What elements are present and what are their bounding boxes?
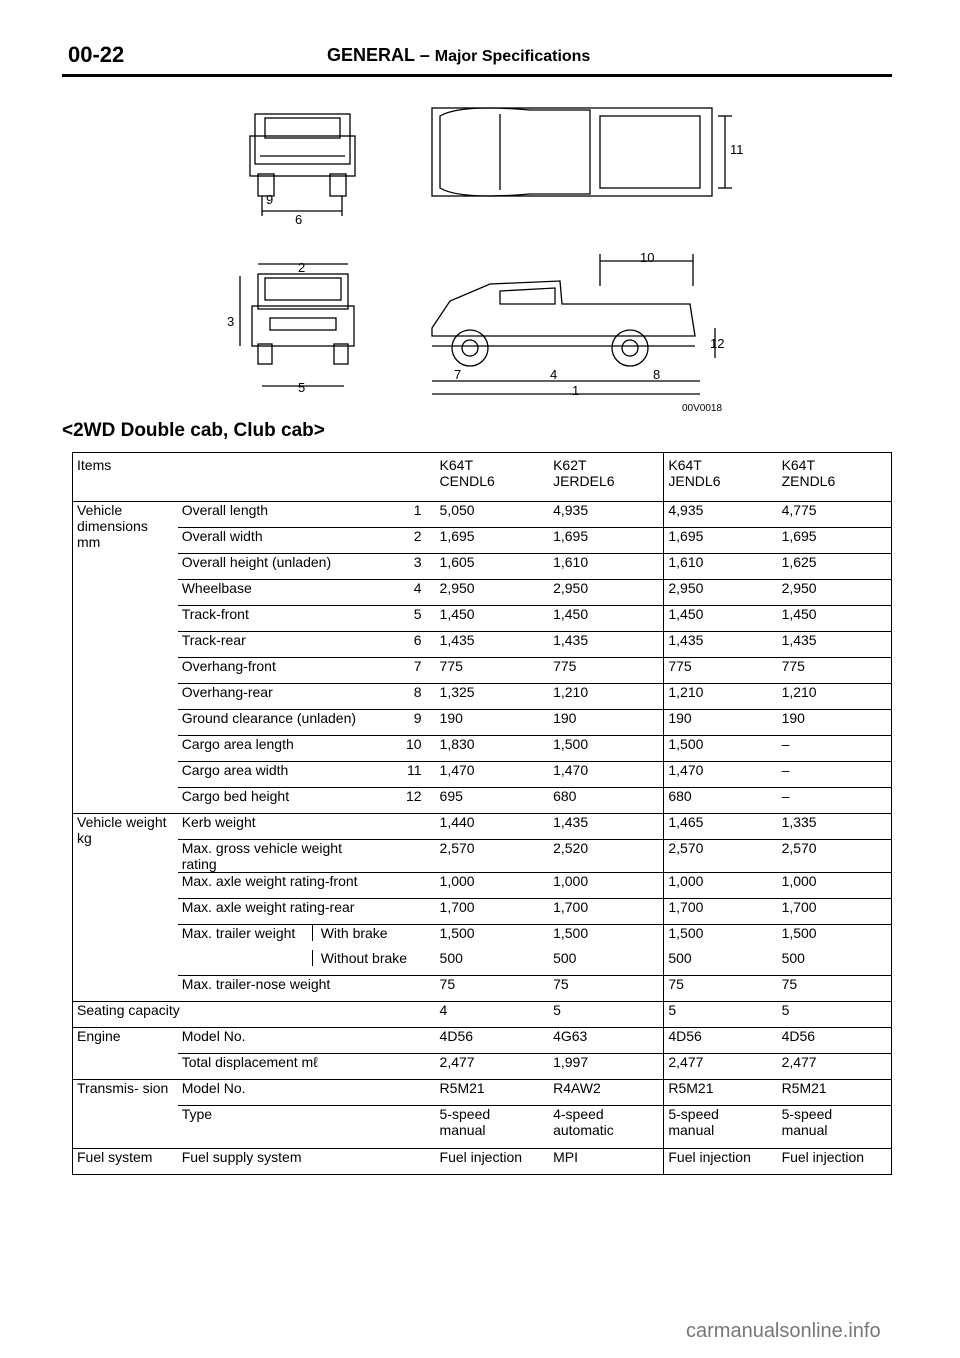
type-line1: 5-speed [668,1106,719,1122]
table-row [73,788,892,814]
value-cell: 1,440 [436,814,550,840]
row-category: Fuel system [73,1149,178,1175]
value-cell: 775 [664,658,778,684]
table-row [73,814,892,840]
value-cell: 1,000 [778,873,892,899]
value-cell: R5M21 [778,1080,892,1106]
table-row [73,1028,892,1054]
dimension-label-4: 4 [550,367,558,382]
value-cell [664,1106,778,1149]
value-cell: 1,210 [778,684,892,710]
value-cell: 75 [778,976,892,1002]
dimension-number [379,840,436,873]
value-cell: 1,500 [664,925,778,951]
value-cell: 1,435 [664,632,778,658]
dimension-number: 8 [379,684,436,710]
value-cell: 680 [549,788,664,814]
model-header [436,453,550,502]
model-variant: JERDEL6 [553,473,615,489]
model-variant: ZENDL6 [781,473,836,489]
spec-item: Max. axle weight rating-rear [178,899,379,925]
items-header: Items [73,453,436,502]
value-cell: 1,625 [778,554,892,580]
value-cell: 2,520 [549,840,664,873]
spec-item: Total displacement mℓ [178,1054,436,1080]
value-cell: 1,210 [549,684,664,710]
value-cell: 4,935 [664,502,778,528]
table-row [73,762,892,788]
table-row [73,580,892,606]
table-row [73,873,892,899]
value-cell: 190 [549,710,664,736]
dimension-label-2: 2 [298,260,306,275]
type-line1: 5-speed [781,1106,833,1122]
value-cell: 1,000 [549,873,664,899]
spec-item: Cargo bed height [178,788,379,814]
dimension-label-9: 9 [266,192,274,207]
spec-item: Max. axle weight rating-front [178,873,379,899]
dimension-number: 12 [379,788,436,814]
value-cell: 680 [664,788,778,814]
value-cell: 1,470 [664,762,778,788]
model-header [549,453,664,502]
value-cell: 1,610 [549,554,664,580]
type-line2: manual [668,1122,715,1138]
model-code: K62T [553,457,587,473]
value-cell: 190 [436,710,550,736]
model-variant: JENDL6 [668,473,721,489]
table-row [73,899,892,925]
value-cell: 1,470 [549,762,664,788]
model-code: K64T [781,457,816,473]
value-cell: 1,700 [664,899,778,925]
table-row [73,976,892,1002]
table-row [73,684,892,710]
spec-item: Ground clearance (unladen) [178,710,379,736]
value-cell: 1,465 [664,814,778,840]
value-cell: 1,610 [664,554,778,580]
value-cell: 1,695 [436,528,550,554]
value-cell: Fuel injection [436,1149,550,1175]
value-cell: 1,000 [664,873,778,899]
table-row [73,840,892,873]
vehicle-drawings [200,96,760,426]
value-cell: 2,570 [778,840,892,873]
value-cell: – [778,788,892,814]
value-cell: 1,435 [549,632,664,658]
dimension-number: 9 [379,710,436,736]
value-cell: 500 [781,950,805,966]
dimension-number: 5 [379,606,436,632]
dimension-label-7: 7 [454,367,462,382]
dimension-number [379,814,436,840]
value-cell: 75 [436,976,550,1002]
value-cell: 1,695 [549,528,664,554]
model-header [778,453,892,502]
page-header [62,40,892,77]
side-view-drawing [432,254,715,394]
header-dash: – [419,45,430,65]
value-cell: 1,997 [549,1054,664,1080]
value-cell: 1,830 [436,736,550,762]
value-cell: 5 [549,1002,664,1028]
value-cell: – [778,736,892,762]
seating-label: Seating capacity [73,1002,436,1028]
trailer-label [182,950,312,966]
dimension-number [379,899,436,925]
type-line2: automatic [553,1122,614,1138]
spec-item: Overhang-front [178,658,379,684]
value-cell: 1,500 [778,925,892,951]
spec-item: Cargo area width [178,762,379,788]
header-title [327,45,590,66]
value-cell: 4 [436,1002,550,1028]
value-cell: 190 [778,710,892,736]
model-header [664,453,778,502]
value-cell [549,1106,664,1149]
spec-item: Overall length [181,502,269,518]
value-cell: 4,935 [553,502,589,518]
dimension-number: 3 [379,554,436,580]
dimension-label-1: 1 [572,383,580,398]
dimension-number [379,873,436,899]
table-row [73,925,892,951]
value-cell: 2,950 [549,580,664,606]
value-cell: 2,570 [664,840,778,873]
type-line2: manual [781,1122,828,1138]
value-cell: 775 [778,658,892,684]
value-cell: Fuel injection [778,1149,892,1175]
value-cell: 1,435 [436,632,550,658]
value-cell: R5M21 [436,1080,550,1106]
header-section: GENERAL [327,45,415,65]
value-cell: 500 [664,950,778,976]
dimension-number: 1 [413,502,422,518]
section-title: <2WD Double cab, Club cab> [62,420,325,441]
value-cell: 1,695 [664,528,778,554]
table-row [73,1002,892,1028]
trailer-label: Max. trailer weight [181,925,296,941]
value-cell: 695 [436,788,550,814]
value-cell: 1,210 [664,684,778,710]
table-row [73,554,892,580]
value-cell: 1,695 [778,528,892,554]
table-row [73,502,892,528]
value-cell: 1,500 [549,736,664,762]
table-row [73,606,892,632]
table-row [73,1080,892,1106]
dimension-number: 11 [379,762,436,788]
dimension-number: 7 [379,658,436,684]
value-cell: 1,700 [778,899,892,925]
value-cell: 1,450 [549,606,664,632]
value-cell: Fuel injection [664,1149,778,1175]
spec-item: Overall width [178,528,379,554]
specifications-table [72,452,892,1175]
table-row [73,632,892,658]
model-code: K64T [439,457,474,473]
model-code: K64T [668,457,702,473]
value-cell: 4D56 [436,1028,550,1054]
row-category: Engine [73,1028,178,1080]
row-category: Vehicle dimensions mm [77,502,148,550]
spec-item: Track-front [178,606,379,632]
value-cell: 500 [553,950,577,966]
value-cell: R5M21 [664,1080,778,1106]
value-cell: – [778,762,892,788]
table-row [73,736,892,762]
table-row [73,1106,892,1149]
row-category: Vehicle weight kg [73,814,178,1002]
table-row [73,950,892,976]
value-cell: 1,605 [436,554,550,580]
value-cell [436,1106,550,1149]
value-cell: 2,950 [664,580,778,606]
value-cell: MPI [549,1149,664,1175]
value-cell: 1,450 [664,606,778,632]
table-row [73,658,892,684]
spec-item: Max. gross vehicle weight rating [178,840,379,873]
trailer-item [178,950,436,976]
value-cell: 1,325 [436,684,550,710]
dimension-label-10: 10 [640,250,655,265]
value-cell: 775 [436,658,550,684]
brake-type: Without brake [312,950,407,966]
value-cell: 1,470 [436,762,550,788]
figure-code: 00V0018 [682,403,723,414]
type-line2: manual [439,1122,486,1138]
table-row [73,1149,892,1175]
trailer-item [178,925,436,951]
value-cell: 4D56 [778,1028,892,1054]
value-cell: 75 [549,976,664,1002]
value-cell [778,1106,892,1149]
dimension-number: 2 [379,528,436,554]
table-row [73,528,892,554]
front-view-drawing [240,264,354,386]
value-cell: 500 [439,950,463,966]
dimension-label-3: 3 [227,314,235,329]
dimension-label-6: 6 [295,212,303,227]
value-cell: R4AW2 [549,1080,664,1106]
row-category: Transmis- sion [73,1080,178,1149]
header-subsection: Major Specifications [434,48,591,65]
dimension-label-8: 8 [653,367,661,382]
value-cell: 4G63 [549,1028,664,1054]
value-cell: 5,050 [439,502,475,518]
dimension-number: 10 [379,736,436,762]
page-number: 00-22 [68,42,125,67]
top-view-drawing [432,108,732,196]
value-cell: 1,700 [549,899,664,925]
dimension-number: 4 [379,580,436,606]
value-cell: 75 [664,976,778,1002]
value-cell: 2,950 [778,580,892,606]
spec-item: Model No. [178,1080,436,1106]
value-cell: 2,570 [436,840,550,873]
footer-watermark: carmanualsonline.info [686,1320,881,1342]
value-cell: 2,477 [664,1054,778,1080]
value-cell: 5 [778,1002,892,1028]
spec-item: Overhang-rear [178,684,379,710]
table-row [73,710,892,736]
spec-item: Fuel supply system [178,1149,436,1175]
spec-item: Model No. [178,1028,436,1054]
spec-item: Kerb weight [178,814,379,840]
type-line1: 5-speed [439,1106,491,1122]
value-cell: 1,450 [436,606,550,632]
dimension-number: 6 [379,632,436,658]
value-cell: 1,450 [778,606,892,632]
spec-item: Overall height (unladen) [178,554,379,580]
value-cell: 2,477 [436,1054,550,1080]
value-cell: 2,477 [778,1054,892,1080]
value-cell: 1,500 [436,925,550,951]
value-cell: 190 [664,710,778,736]
table-row [73,1054,892,1080]
value-cell: 1,700 [436,899,550,925]
spec-item: Wheelbase [178,580,379,606]
value-cell: 775 [549,658,664,684]
value-cell: 1,500 [664,736,778,762]
spec-item: Cargo area length [178,736,379,762]
dimension-label-12: 12 [710,336,725,351]
table-header-row [73,453,892,502]
value-cell: 4,775 [781,502,817,518]
value-cell: 1,435 [778,632,892,658]
value-cell: 1,435 [549,814,664,840]
brake-type: With brake [312,925,388,941]
value-cell: 1,500 [549,925,664,951]
model-variant: CENDL6 [439,473,495,489]
spec-item: Track-rear [178,632,379,658]
dimension-label-5: 5 [298,380,306,395]
value-cell: 4D56 [664,1028,778,1054]
dimension-label-11: 11 [730,142,744,157]
spec-item: Max. trailer-nose weight [178,976,436,1002]
spec-item: Type [178,1106,436,1149]
vehicle-dimension-diagram [200,96,760,426]
value-cell: 5 [664,1002,778,1028]
type-line1: 4-speed [553,1106,604,1122]
value-cell: 1,335 [778,814,892,840]
value-cell: 2,950 [436,580,550,606]
value-cell: 1,000 [436,873,550,899]
